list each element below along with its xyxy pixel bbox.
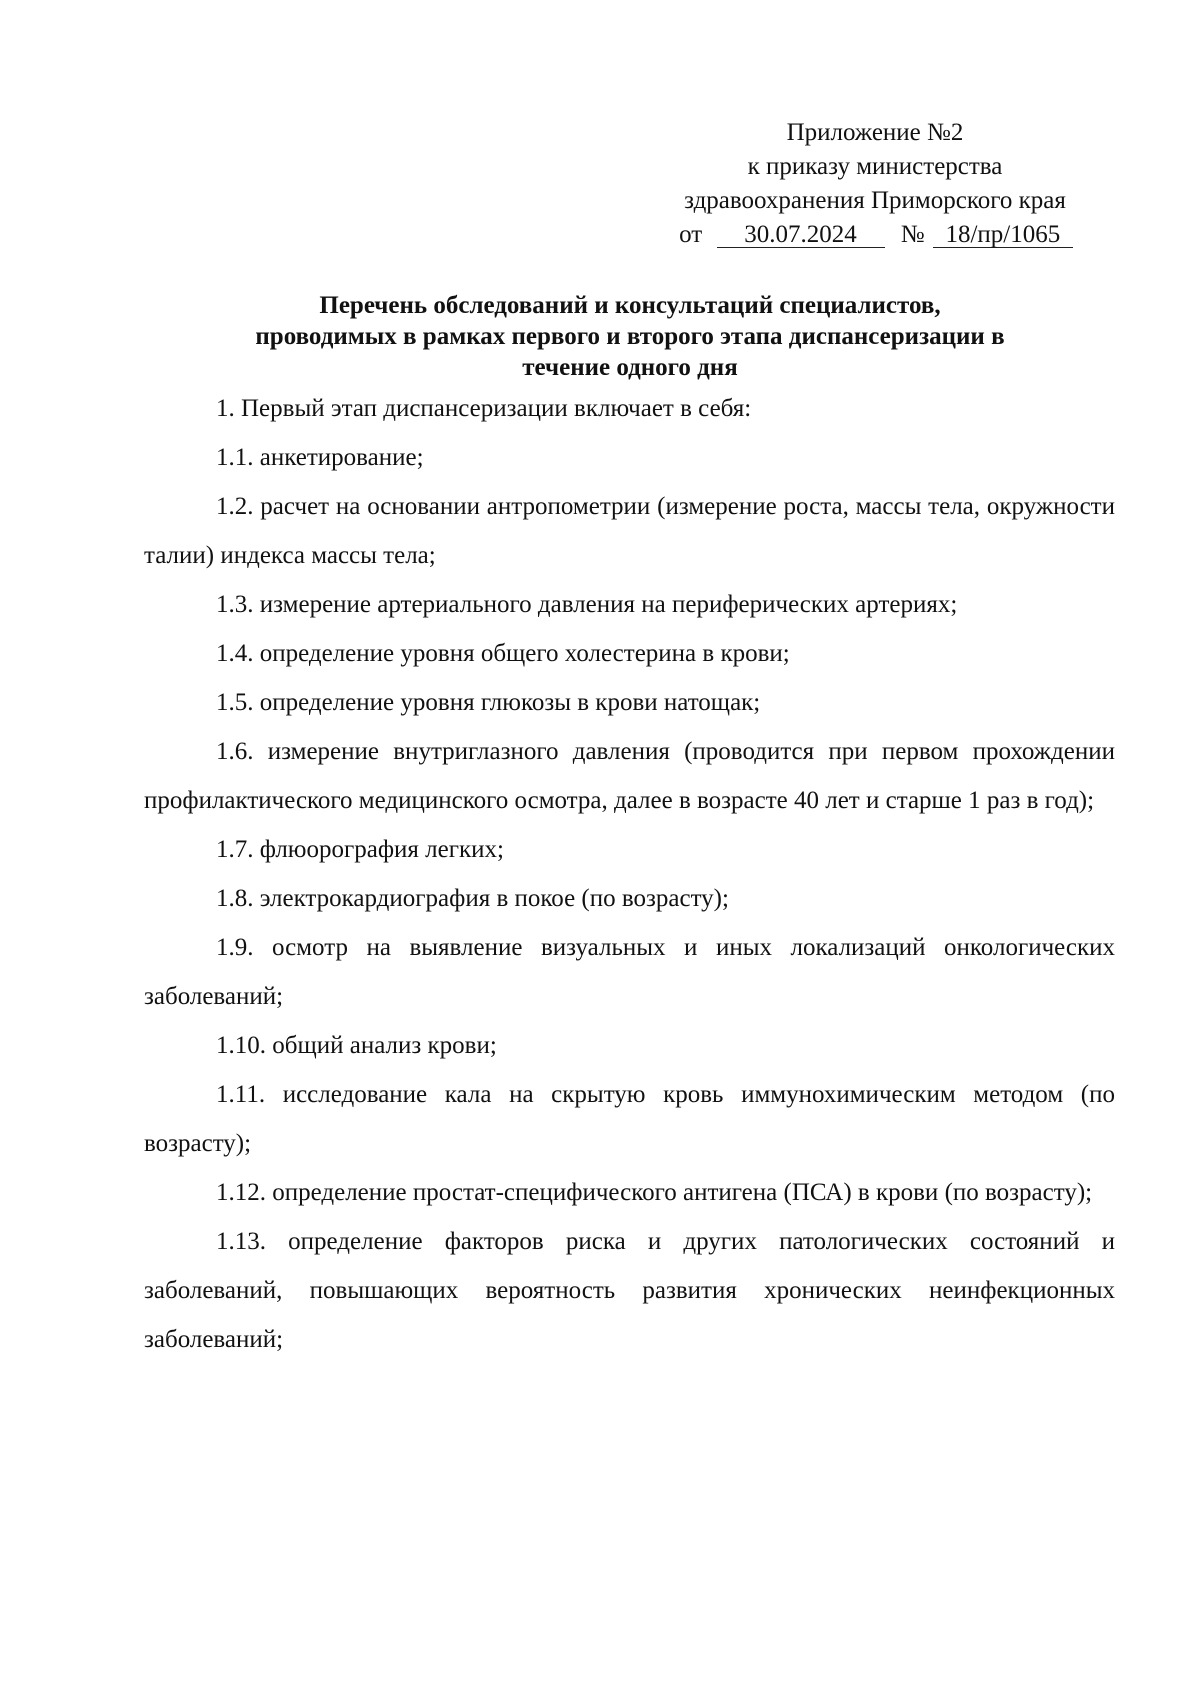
paragraph: 1.5. определение уровня глюкозы в крови натощак; — [216, 689, 761, 716]
title-line-1: Перечень обследований и консультаций специалистов, — [319, 292, 941, 319]
paragraph: 1. Первый этап диспансеризации включает в себя: — [216, 395, 752, 422]
paragraph: 1.8. электрокардиография в покое (по возрасту); — [216, 885, 729, 912]
title-line-2: проводимых в рамках первого и второго этапа диспансеризации в — [255, 323, 1005, 350]
paragraph: 1.6. измерение внутриглазного давления (проводится при первом прохождении профилактического медицинского осмотра, далее в возрасте 40 лет и старше 1 раз в год); — [144, 738, 1115, 814]
ministry-name: здравоохранения Приморского края — [684, 187, 1066, 214]
paragraph: 1.9. осмотр на выявление визуальных и иных локализаций онкологических заболеваний; — [144, 934, 1115, 1010]
paragraph: 1.12. определение простат-специфического антигена (ПСА) в крови (по возрасту); — [216, 1179, 1093, 1206]
title-line-3: течение одного дня — [522, 354, 738, 381]
order-reference: к приказу министерства — [747, 153, 1003, 180]
paragraph: 1.2. расчет на основании антропометрии (измерение роста, массы тела, окружности талии) индекса массы тела; — [144, 493, 1115, 569]
order-date: 30.07.2024 — [717, 223, 885, 248]
date-prefix-label: от — [679, 221, 703, 248]
paragraph: 1.13. определение факторов риска и других патологических состояний и заболеваний, повышающих вероятность развития хронических неинфекционных заболеваний; — [144, 1228, 1115, 1353]
appendix-number: Приложение №2 — [786, 119, 964, 146]
paragraph: 1.3. измерение артериального давления на периферических артериях; — [216, 591, 958, 618]
order-number: 18/пр/1065 — [933, 223, 1073, 248]
document-title — [140, 290, 1120, 383]
appendix-header — [640, 116, 1110, 252]
paragraph: 1.11. исследование кала на скрытую кровь иммунохимическим методом (по возрасту); — [144, 1081, 1115, 1157]
order-date-number-line — [642, 218, 1110, 252]
paragraph: 1.1. анкетирование; — [216, 444, 424, 471]
document-body — [144, 384, 1115, 1364]
paragraph: 1.10. общий анализ крови; — [216, 1032, 497, 1059]
paragraph: 1.4. определение уровня общего холестерина в крови; — [216, 640, 790, 667]
number-sign-label: № — [900, 221, 925, 248]
paragraph: 1.7. флюорография легких; — [216, 836, 504, 863]
